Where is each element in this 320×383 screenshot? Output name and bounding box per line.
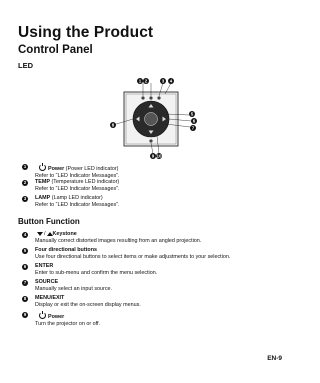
page-title: Using the Product bbox=[18, 24, 154, 41]
diagram-callout: 8 bbox=[111, 122, 115, 128]
keystone-up-icon bbox=[47, 232, 53, 236]
diagram-callout: 2 bbox=[144, 78, 148, 84]
callout-badge: 9 bbox=[23, 311, 27, 317]
diagram-callout: 4 bbox=[169, 78, 173, 84]
diagram-callout: 10 bbox=[156, 153, 162, 159]
diagram-callout: 5 bbox=[190, 111, 194, 117]
callout-badge: 3 bbox=[23, 195, 27, 201]
callout-badge: 8 bbox=[23, 295, 27, 301]
callout-badge: 6 bbox=[23, 263, 27, 269]
section-heading: Control Panel bbox=[18, 44, 93, 56]
diagram-callout: 1 bbox=[138, 78, 142, 84]
callout-badge: 5 bbox=[23, 247, 27, 253]
page-number: EN-9 bbox=[267, 355, 282, 362]
power-icon bbox=[39, 312, 46, 319]
callout-badge: 1 bbox=[23, 163, 27, 169]
diagram-callout: 3 bbox=[161, 78, 165, 84]
callout-badge: 7 bbox=[23, 279, 27, 285]
button-function-heading: Button Function bbox=[18, 217, 80, 226]
diagram-callout: 6 bbox=[192, 118, 196, 124]
subsection-heading: LED bbox=[18, 61, 33, 70]
keystone-down-icon bbox=[37, 232, 43, 236]
control-panel-diagram bbox=[110, 74, 205, 164]
power-icon bbox=[39, 164, 46, 171]
diagram-callout: 7 bbox=[191, 125, 195, 131]
callout-badge: 2 bbox=[23, 179, 27, 185]
diagram-callout: 9 bbox=[151, 153, 155, 159]
callout-badge: 4 bbox=[23, 231, 27, 237]
